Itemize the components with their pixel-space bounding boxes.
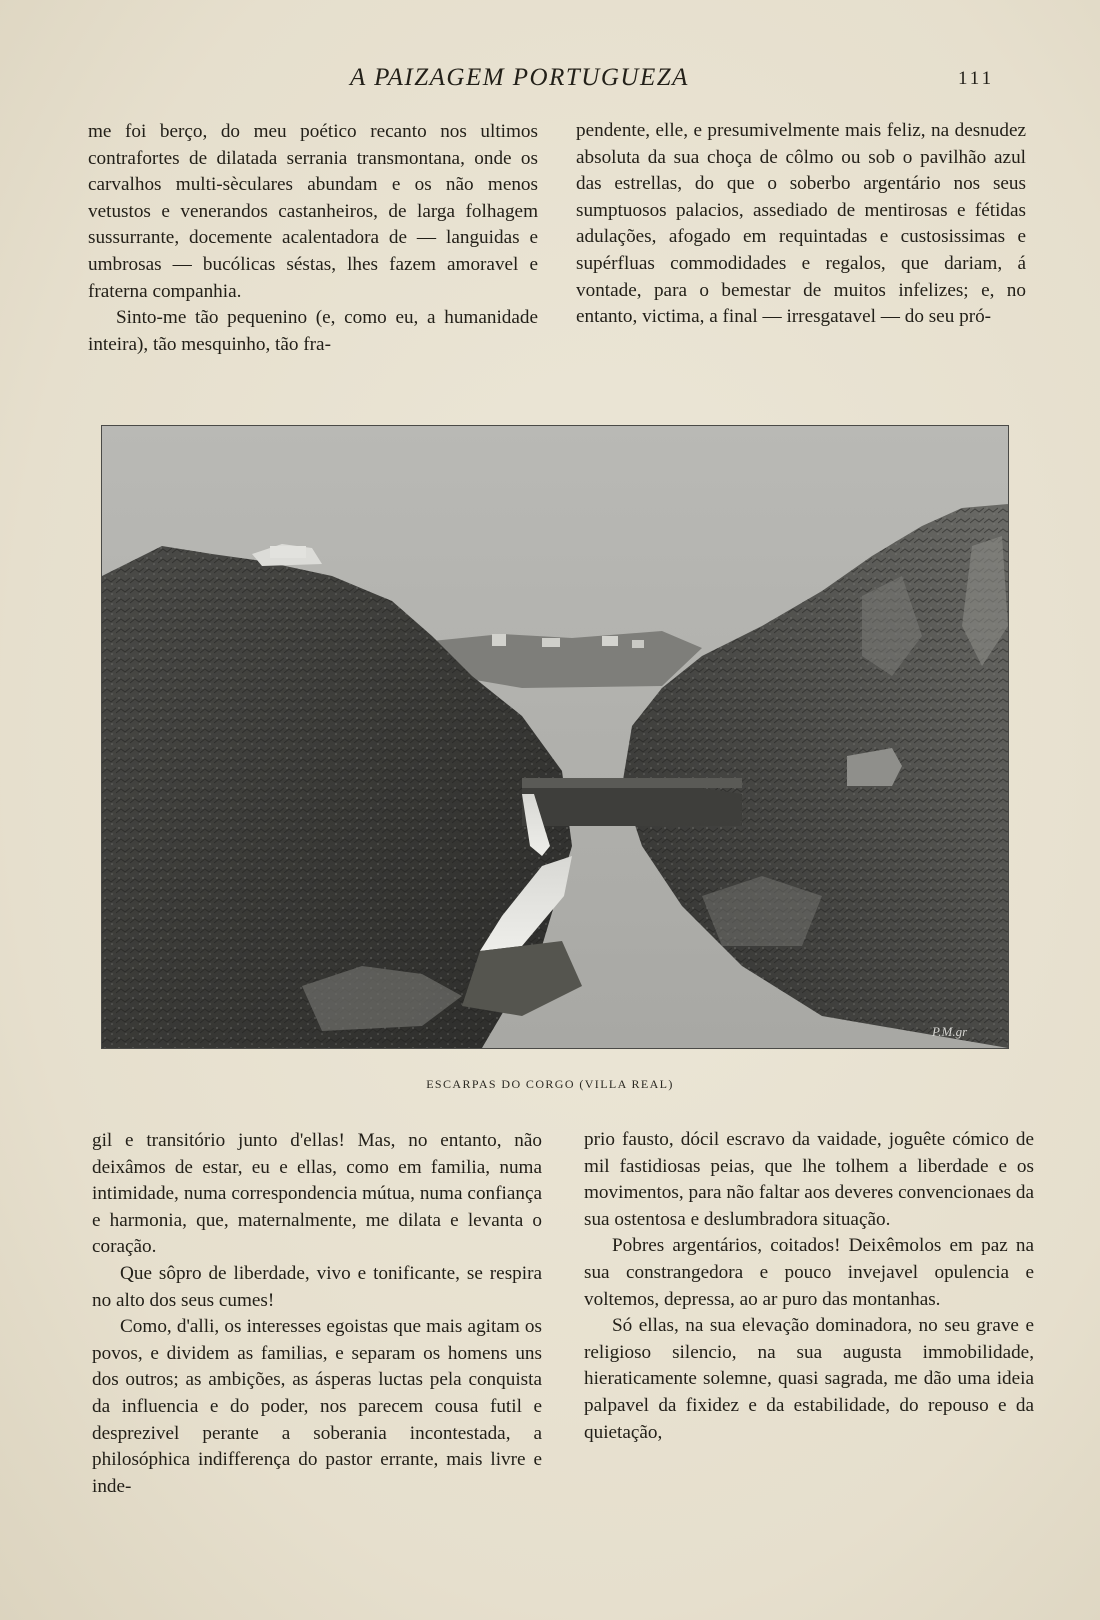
paragraph: me foi berço, do meu poético recanto nos ultimos contrafortes de dilatada serrania transmontana, onde os carvalhos multi-sèculares abundam e os não menos vetustos e venerandos castanheiros, de larga folhagem sussurrante, docemente acalentadora de — languidas e umbrosas — bucólicas séstas, lhes fazem amoravel e fraterna companhia.: [88, 121, 538, 302]
column-top-left: [88, 119, 538, 358]
running-title: A PAIZAGEM PORTUGUEZA: [350, 64, 689, 91]
paragraph: Pobres argentários, coitados! Deixêmolos em paz na sua constrangedora e pouco invejavel opulencia e voltemos, depressa, ao ar puro das montanhas.: [584, 1235, 1034, 1310]
paragraph: prio fausto, dócil escravo da vaidade, joguête cómico de mil fastidiosas peias, que lhe tolhem a liberdade e os movimentos, para não faltar aos deveres convencionaes da sua ostentosa e deslumbradora situação.: [584, 1129, 1034, 1230]
landscape-plate: [101, 425, 1009, 1049]
column-top-right: [576, 118, 1026, 331]
page-number: 111: [958, 68, 995, 89]
running-head: [0, 64, 1100, 96]
column-bottom-right: [584, 1127, 1034, 1446]
paragraph: pendente, elle, e presumivelmente mais feliz, na desnudez absoluta da sua choça de côlmo ou sob o pavilhão azul das estrellas, do que o soberbo argentário nos seus sumptuosos palacios, assediado de mentirosas e fétidas adulações, afogado em requintadas e custosissimas e supérfluas commodidades e regalos, que dariam, á vontade, para o bemestar de muitos infelizes; e, no entanto, victima, a final — irresgatavel — do seu pró-: [576, 120, 1026, 328]
plate-caption: ESCARPAS DO CORGO (VILLA REAL): [426, 1077, 674, 1091]
paragraph: Só ellas, na sua elevação dominadora, no seu grave e religioso silencio, na sua augusta immobilidade, hieraticamente solemne, quasi sagrada, me dão uma ideia palpavel da fixidez e da estabilidade, do repouso e da quietação,: [584, 1315, 1034, 1443]
engraver-mark: P.M.gr: [932, 1024, 968, 1039]
paragraph: Como, d'alli, os interesses egoistas que mais agitam os povos, e dividem as familias, e separam os homens uns dos outros; as ambições, as ásperas luctas pela conquista da influencia e do poder, nos parecem cousa futil e desprezivel perante a soberania incontestada, a philosóphica indifferença do pastor errante, mais livre e inde-: [92, 1316, 542, 1497]
landscape-photograph-icon: [102, 426, 1008, 1048]
paragraph: Que sôpro de liberdade, vivo e tonificante, se respira no alto dos seus cumes!: [92, 1262, 542, 1311]
column-bottom-left: [92, 1128, 542, 1500]
paragraph: Sinto-me tão pequenino (e, como eu, a humanidade inteira), tão mesquinho, tão fra-: [88, 307, 538, 355]
paragraph: gil e transitório junto d'ellas! Mas, no entanto, não deixâmos de estar, eu e ellas, como em familia, numa intimidade, numa correspondencia mútua, numa confiança e harmonia, que, maternalmente, me dilata e levanta o coração.: [92, 1130, 542, 1258]
